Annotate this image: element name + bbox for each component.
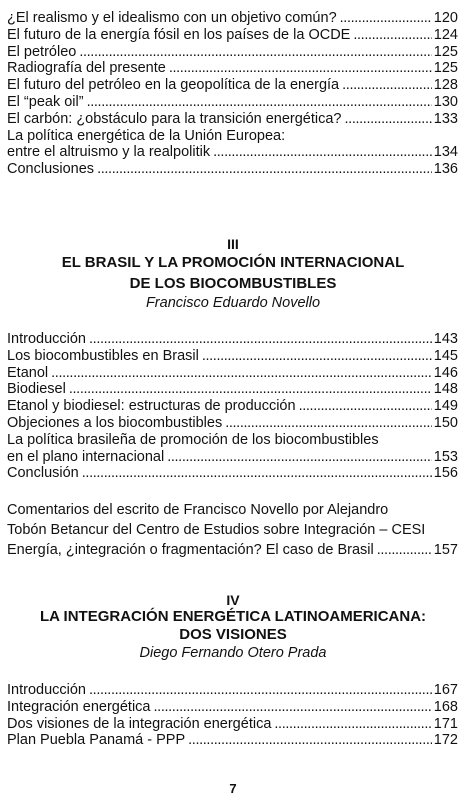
toc-entry bbox=[7, 540, 458, 560]
toc-entry bbox=[7, 331, 458, 348]
toc-entry-title: Dos visiones de la integración energética bbox=[7, 715, 272, 732]
toc-entry bbox=[7, 365, 458, 382]
toc-entry-title: Los biocombustibles en Brasil bbox=[7, 347, 199, 364]
toc-entry-title: entre el altruismo y la realpolitik bbox=[7, 144, 211, 161]
toc-entry-first-line: La política energética de la Unión Europea: bbox=[7, 127, 286, 144]
toc-entry-title: Conclusión bbox=[7, 465, 79, 482]
toc-entry-page: 172 bbox=[433, 732, 458, 749]
section-author: Diego Fernando Otero Prada bbox=[139, 645, 327, 661]
toc-entry-page: 167 bbox=[433, 682, 458, 698]
dot-leader bbox=[82, 465, 432, 482]
commentary-entry bbox=[7, 500, 458, 560]
dot-leader bbox=[353, 27, 431, 44]
toc-entry bbox=[7, 449, 458, 466]
toc-entry-title: Energía, ¿integración o fragmentación? El caso de Brasil bbox=[7, 542, 374, 558]
toc-entry bbox=[7, 398, 458, 415]
dot-leader bbox=[169, 60, 432, 77]
toc-entry-title: Biodiesel bbox=[7, 381, 66, 398]
toc-entry bbox=[7, 94, 458, 111]
toc-entry-page: 168 bbox=[433, 698, 458, 715]
toc-entry-title: ¿El realismo y el idealismo con un objetivo común? bbox=[7, 10, 337, 26]
dot-leader bbox=[342, 77, 432, 94]
toc-entry-page: 156 bbox=[433, 465, 458, 482]
toc-entry bbox=[7, 77, 458, 94]
section-title: DE LOS BIOCOMBUSTIBLES bbox=[129, 275, 337, 292]
toc-entry-page: 145 bbox=[433, 347, 458, 364]
toc-block-top bbox=[7, 10, 458, 178]
toc-entry bbox=[7, 44, 458, 61]
dot-leader bbox=[97, 161, 432, 178]
dot-leader bbox=[340, 10, 432, 27]
toc-entry-page: 153 bbox=[433, 448, 458, 465]
toc-entry-title: El petróleo bbox=[7, 43, 77, 60]
toc-entry-first-line: La política brasileña de promoción de los biocombustibles bbox=[7, 431, 379, 448]
toc-entry-page: 124 bbox=[433, 26, 458, 43]
toc-entry-page: 143 bbox=[433, 331, 458, 347]
section-heading bbox=[0, 236, 466, 313]
toc-block-section4 bbox=[7, 682, 458, 749]
dot-leader bbox=[345, 111, 432, 128]
toc-entry bbox=[7, 10, 458, 27]
section-title: EL BRASIL Y LA PROMOCIÓN INTERNACIONAL bbox=[61, 254, 405, 271]
dot-leader bbox=[154, 699, 432, 716]
toc-entry-title: Integración energética bbox=[7, 698, 151, 715]
toc-entry-title: El “peak oil” bbox=[7, 93, 84, 110]
toc-entry bbox=[7, 732, 458, 749]
toc-entry-page: 128 bbox=[433, 77, 458, 94]
section-title: DOS VISIONES bbox=[179, 626, 287, 643]
dot-leader bbox=[188, 732, 432, 749]
dot-leader bbox=[87, 94, 432, 111]
dot-leader bbox=[274, 716, 431, 733]
toc-entry bbox=[7, 144, 458, 161]
section-author: Francisco Eduardo Novello bbox=[145, 295, 321, 311]
toc-entry-title: Etanol bbox=[7, 364, 49, 381]
toc-entry bbox=[7, 699, 458, 716]
toc-entry-page: 149 bbox=[433, 398, 458, 415]
toc-entry-title: El carbón: ¿obstáculo para la transición energética? bbox=[7, 110, 342, 127]
dot-leader bbox=[69, 381, 432, 398]
toc-entry-page: 125 bbox=[433, 43, 458, 60]
section-number: III bbox=[227, 236, 239, 252]
toc-entry bbox=[7, 465, 458, 482]
toc-entry-page: 125 bbox=[433, 60, 458, 77]
toc-entry bbox=[7, 111, 458, 128]
section-title: LA INTEGRACIÓN ENERGÉTICA LATINOAMERICANA: bbox=[39, 608, 427, 625]
toc-entry-title: Conclusiones bbox=[7, 161, 95, 178]
toc-entry-title: en el plano internacional bbox=[7, 448, 165, 465]
toc-entry-page: 130 bbox=[433, 93, 458, 110]
dot-leader bbox=[51, 365, 432, 382]
toc-entry bbox=[7, 682, 458, 699]
toc-entry-page: 136 bbox=[433, 161, 458, 178]
toc-entry-title: El futuro del petróleo en la geopolítica de la energía bbox=[7, 77, 340, 94]
page-number: 7 bbox=[229, 781, 237, 796]
toc-entry-page: 157 bbox=[433, 542, 458, 558]
toc-entry-page: 120 bbox=[433, 10, 458, 26]
section-number: IV bbox=[226, 592, 240, 608]
toc-entry-title: El futuro de la energía fósil en los países de la OCDE bbox=[7, 26, 351, 43]
toc-entry-title: Radiografía del presente bbox=[7, 60, 166, 77]
toc-entry bbox=[7, 716, 458, 733]
toc-entry bbox=[7, 415, 458, 432]
dot-leader bbox=[202, 348, 432, 365]
dot-leader bbox=[299, 398, 432, 415]
dot-leader bbox=[79, 44, 431, 61]
toc-entry-page: 148 bbox=[433, 381, 458, 398]
dot-leader bbox=[89, 682, 432, 699]
toc-entry-page: 134 bbox=[433, 144, 458, 161]
toc-entry bbox=[7, 161, 458, 178]
toc-entry-title: Plan Puebla Panamá - PPP bbox=[7, 732, 186, 749]
toc-entry-title: Objeciones a los biocombustibles bbox=[7, 414, 223, 431]
section-heading bbox=[0, 592, 466, 663]
dot-leader bbox=[89, 331, 432, 348]
toc-entry bbox=[7, 60, 458, 77]
toc-entry-page: 146 bbox=[433, 364, 458, 381]
toc-entry-page: 133 bbox=[433, 110, 458, 127]
toc-entry bbox=[7, 27, 458, 44]
toc-block-section3 bbox=[7, 331, 458, 482]
dot-leader bbox=[167, 449, 432, 466]
toc-entry bbox=[7, 348, 458, 365]
toc-entry-page: 171 bbox=[433, 715, 458, 732]
toc-entry-title: Etanol y biodiesel: estructuras de producción bbox=[7, 398, 296, 415]
commentary-line: Comentarios del escrito de Francisco Novello por Alejandro bbox=[7, 502, 389, 518]
toc-entry-title: Introducción bbox=[7, 331, 86, 347]
toc-entry-page: 150 bbox=[433, 414, 458, 431]
toc-entry-title: Introducción bbox=[7, 682, 86, 698]
commentary-line: Tobón Betancur del Centro de Estudios sobre Integración – CESI bbox=[7, 522, 426, 538]
dot-leader bbox=[213, 144, 432, 161]
toc-entry bbox=[7, 381, 458, 398]
dot-leader bbox=[377, 540, 432, 560]
dot-leader bbox=[225, 415, 432, 432]
